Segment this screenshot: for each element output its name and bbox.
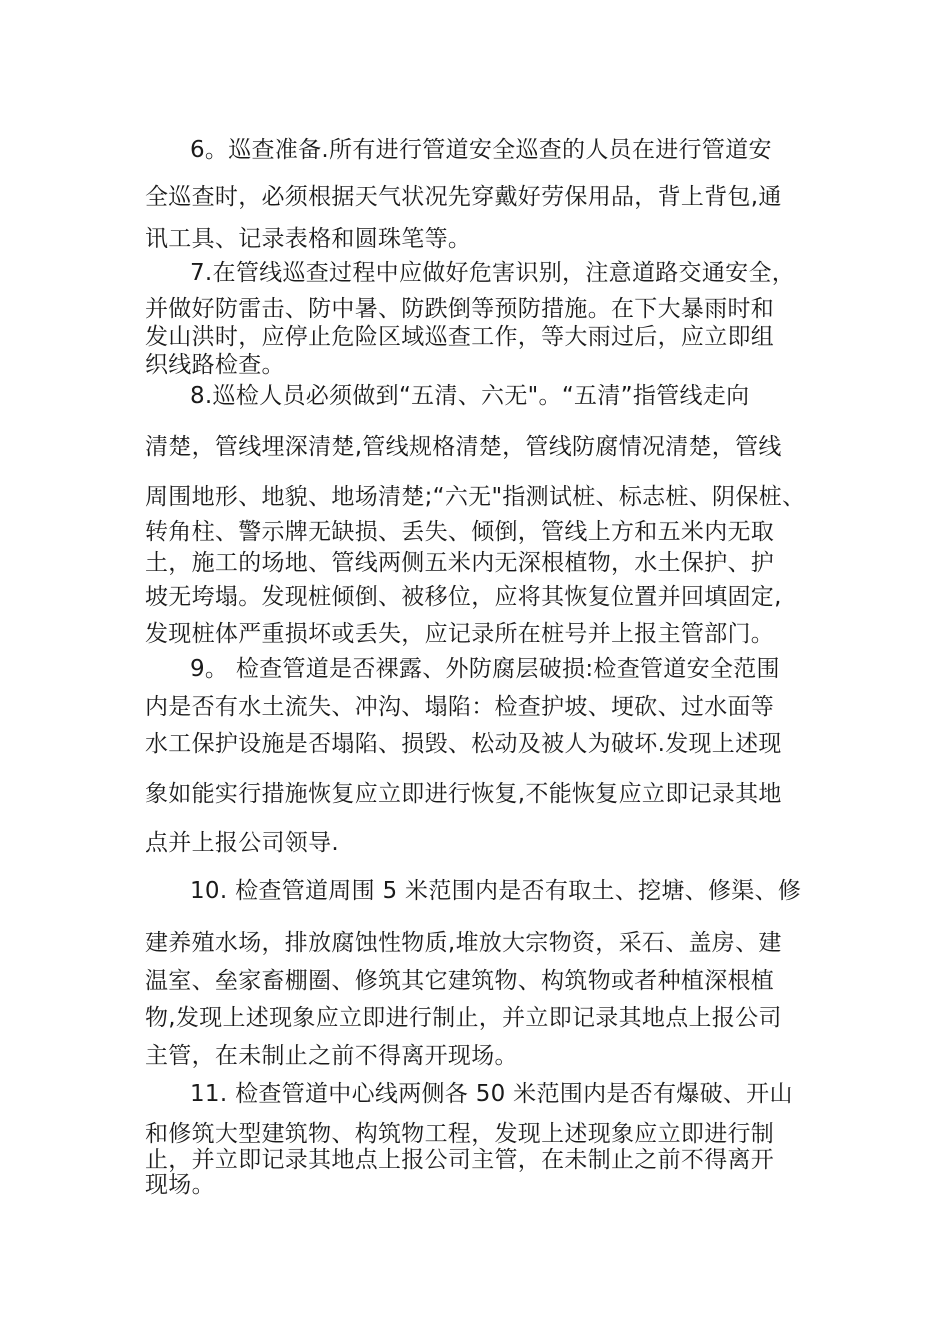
paragraph-9-line-5: 点并上报公司领导. [145, 830, 340, 856]
paragraph-11-line-4: 现场。 [145, 1172, 215, 1198]
paragraph-11-line-2: 和修筑大型建筑物、构筑物工程，发现上述现象应立即进行制 [145, 1121, 775, 1147]
paragraph-9-line-2: 内是否有水土流失、冲沟、塌陷：检查护坡、埂砍、过水面等 [145, 694, 775, 720]
paragraph-7-line-1: 7.在管线巡查过程中应做好危害识别，注意道路交通安全， [190, 260, 796, 286]
paragraph-10-line-3: 温室、垒家畜棚圈、修筑其它建筑物、构筑物或者种植深根植 [145, 968, 775, 994]
paragraph-10-line-2: 建养殖水场，排放腐蚀性物质,堆放大宗物资，采石、盖房、建 [145, 930, 782, 956]
paragraph-8-line-1: 8.巡检人员必须做到“五清、六无"。“五清”指管线走向 [190, 383, 750, 409]
paragraph-9-line-3: 水工保护设施是否塌陷、损毁、松动及被人为破坏.发现上述现 [145, 731, 782, 757]
paragraph-11-line-1: 11. 检查管道中心线两侧各 50 米范围内是否有爆破、开山 [190, 1081, 793, 1107]
paragraph-8-line-4: 转角柱、警示牌无缺损、丢失、倾倒，管线上方和五米内无取 [145, 519, 775, 545]
paragraph-8-line-2: 清楚，管线埋深清楚,管线规格清楚，管线防腐情况清楚，管线 [145, 434, 782, 460]
paragraph-8-line-6: 坡无垮塌。发现桩倾倒、被移位，应将其恢复位置并回填固定, [145, 584, 782, 610]
paragraph-8-line-7: 发现桩体严重损坏或丢失，应记录所在桩号并上报主管部门。 [145, 621, 775, 647]
paragraph-10-line-5: 主管，在未制止之前不得离开现场。 [145, 1043, 518, 1069]
paragraph-8-line-3: 周围地形、地貌、地场清楚;“六无"指测试桩、标志桩、阴保桩、 [145, 484, 806, 510]
paragraph-7-line-2: 并做好防雷击、防中暑、防跌倒等预防措施。在下大暴雨时和 [145, 296, 775, 322]
paragraph-9-line-1: 9。 检查管道是否裸露、外防腐层破损:检查管道安全范围 [190, 656, 780, 682]
paragraph-8-line-5: 土，施工的场地、管线两侧五米内无深根植物，水土保护、护 [145, 550, 775, 576]
paragraph-10-line-4: 物,发现上述现象应立即进行制止，并立即记录其地点上报公司 [145, 1005, 782, 1031]
paragraph-6-line-3: 讯工具、记录表格和圆珠笔等。 [145, 226, 472, 252]
paragraph-6-line-2: 全巡查时，必须根据天气状况先穿戴好劳保用品，背上背包,通 [145, 184, 782, 210]
paragraph-7-line-4: 织线路检查。 [145, 352, 285, 378]
paragraph-9-line-4: 象如能实行措施恢复应立即进行恢复,不能恢复应立即记录其地 [145, 781, 782, 807]
paragraph-10-line-1: 10. 检查管道周围 5 米范围内是否有取土、挖塘、修渠、修 [190, 878, 802, 904]
paragraph-11-line-3: 止，并立即记录其地点上报公司主管，在未制止之前不得离开 [145, 1147, 775, 1173]
paragraph-6-line-1: 6。巡查准备.所有进行管道安全巡查的人员在进行管道安 [190, 137, 772, 163]
paragraph-7-line-3: 发山洪时，应停止危险区域巡查工作，等大雨过后，应立即组 [145, 324, 775, 350]
